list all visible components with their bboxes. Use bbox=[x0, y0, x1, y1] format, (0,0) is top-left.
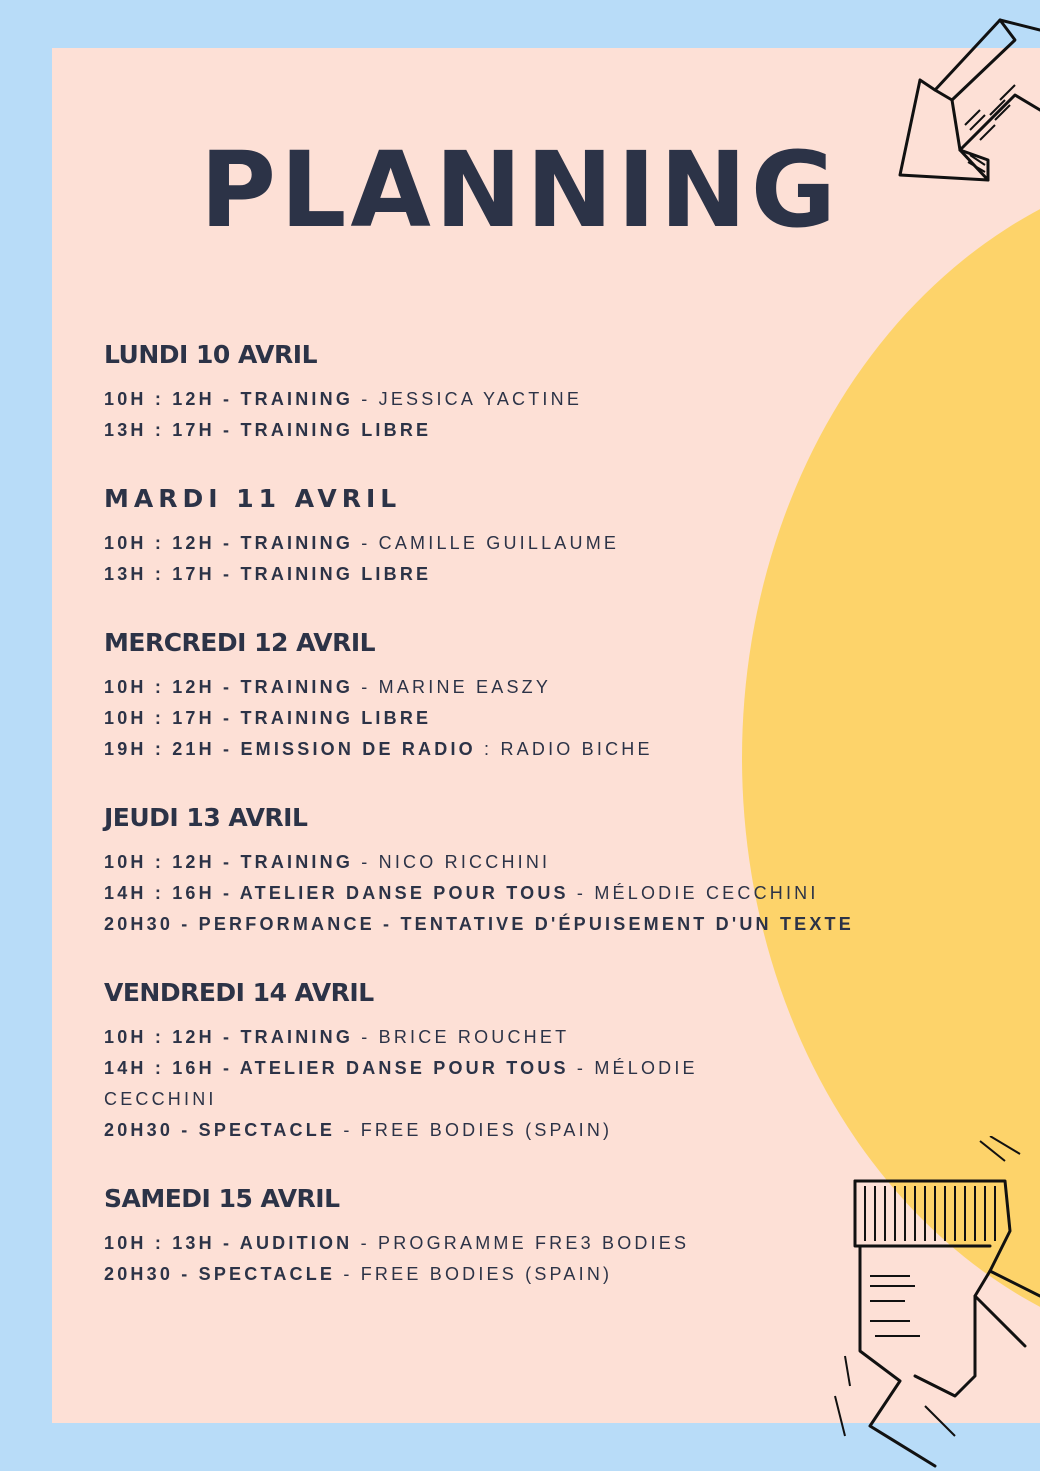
schedule-entry bbox=[104, 1022, 924, 1053]
entry-detail: NICO RICCHINI bbox=[378, 852, 551, 872]
schedule-entry bbox=[104, 909, 924, 940]
schedule-entry bbox=[104, 1053, 764, 1115]
entry-activity: TRAINING bbox=[240, 852, 354, 872]
entry-activity: TRAINING bbox=[240, 677, 354, 697]
entry-time: 13H : 17H - bbox=[104, 420, 241, 440]
entry-time: 14H : 16H - bbox=[104, 1058, 240, 1078]
entry-detail: FREE BODIES (SPAIN) bbox=[360, 1264, 613, 1284]
schedule-entry bbox=[104, 703, 924, 734]
schedule-entry bbox=[104, 734, 924, 765]
entry-activity: TRAINING bbox=[240, 1027, 354, 1047]
entry-time: 10H : 17H - bbox=[104, 708, 241, 728]
entry-time: 13H : 17H - bbox=[104, 564, 241, 584]
entry-activity: TRAINING LIBRE bbox=[240, 708, 432, 728]
day-heading: MERCREDI 12 AVRIL bbox=[104, 628, 376, 657]
entry-activity: SPECTACLE bbox=[198, 1120, 336, 1140]
entry-separator: - bbox=[353, 533, 379, 553]
day-heading: JEUDI 13 AVRIL bbox=[104, 803, 308, 832]
entry-activity: TRAINING bbox=[240, 533, 354, 553]
day-block bbox=[104, 484, 924, 590]
entry-time: 10H : 12H - bbox=[104, 1027, 241, 1047]
entry-separator: - bbox=[568, 883, 595, 903]
entry-separator: - bbox=[568, 1058, 595, 1078]
entry-activity: PERFORMANCE - TENTATIVE D'ÉPUISEMENT D'UN TEXTE bbox=[198, 914, 854, 934]
entry-detail: MARINE EASZY bbox=[378, 677, 552, 697]
entry-detail: MÉLODIE CECCHINI bbox=[104, 1058, 698, 1109]
day-block bbox=[104, 340, 924, 446]
day-heading: MARDI 11 AVRIL bbox=[104, 484, 402, 513]
entry-separator: - bbox=[353, 389, 379, 409]
entry-separator: - bbox=[353, 1027, 379, 1047]
entry-detail: PROGRAMME FRE3 BODIES bbox=[377, 1233, 690, 1253]
entry-detail: FREE BODIES (SPAIN) bbox=[360, 1120, 613, 1140]
day-heading: SAMEDI 15 AVRIL bbox=[104, 1184, 340, 1213]
entry-time: 20H30 - bbox=[104, 914, 199, 934]
entry-activity: SPECTACLE bbox=[198, 1264, 336, 1284]
entry-detail: BRICE ROUCHET bbox=[378, 1027, 570, 1047]
entry-time: 10H : 12H - bbox=[104, 389, 241, 409]
entry-detail: JESSICA YACTINE bbox=[378, 389, 583, 409]
day-block bbox=[104, 1184, 924, 1290]
entry-activity: ATELIER DANSE POUR TOUS bbox=[239, 1058, 569, 1078]
entry-time: 14H : 16H - bbox=[104, 883, 240, 903]
entry-separator: : bbox=[475, 739, 501, 759]
entry-activity: TRAINING LIBRE bbox=[240, 420, 432, 440]
day-heading: VENDREDI 14 AVRIL bbox=[104, 978, 374, 1007]
entry-activity: TRAINING LIBRE bbox=[240, 564, 432, 584]
entry-separator: - bbox=[353, 852, 379, 872]
entry-time: 10H : 13H - bbox=[104, 1233, 240, 1253]
schedule-entry bbox=[104, 384, 924, 415]
entry-time: 10H : 12H - bbox=[104, 677, 241, 697]
schedule-entry bbox=[104, 672, 924, 703]
schedule-entry bbox=[104, 1259, 924, 1290]
schedule-entry bbox=[104, 415, 924, 446]
day-block bbox=[104, 628, 924, 765]
schedule-entry bbox=[104, 559, 924, 590]
entry-detail: CAMILLE GUILLAUME bbox=[378, 533, 620, 553]
entry-time: 20H30 - bbox=[104, 1120, 199, 1140]
entry-time: 20H30 - bbox=[104, 1264, 199, 1284]
day-block bbox=[104, 978, 924, 1146]
schedule bbox=[104, 340, 924, 1328]
entry-detail: MÉLODIE CECCHINI bbox=[594, 883, 819, 903]
entry-separator: - bbox=[335, 1264, 361, 1284]
entry-activity: AUDITION bbox=[239, 1233, 353, 1253]
entry-separator: - bbox=[352, 1233, 378, 1253]
entry-detail: RADIO BICHE bbox=[500, 739, 653, 759]
schedule-entry bbox=[104, 1115, 924, 1146]
entry-separator: - bbox=[335, 1120, 361, 1140]
entry-time: 19H : 21H - bbox=[104, 739, 241, 759]
day-block bbox=[104, 803, 924, 940]
day-heading: LUNDI 10 AVRIL bbox=[104, 340, 317, 369]
schedule-entry bbox=[104, 847, 924, 878]
entry-time: 10H : 12H - bbox=[104, 852, 241, 872]
entry-separator: - bbox=[353, 677, 379, 697]
page-title: PLANNING bbox=[199, 129, 841, 251]
entry-activity: ATELIER DANSE POUR TOUS bbox=[239, 883, 569, 903]
entry-activity: EMISSION DE RADIO bbox=[240, 739, 476, 759]
entry-activity: TRAINING bbox=[240, 389, 354, 409]
schedule-entry bbox=[104, 1228, 924, 1259]
schedule-entry bbox=[104, 878, 924, 909]
entry-time: 10H : 12H - bbox=[104, 533, 241, 553]
schedule-entry bbox=[104, 528, 924, 559]
